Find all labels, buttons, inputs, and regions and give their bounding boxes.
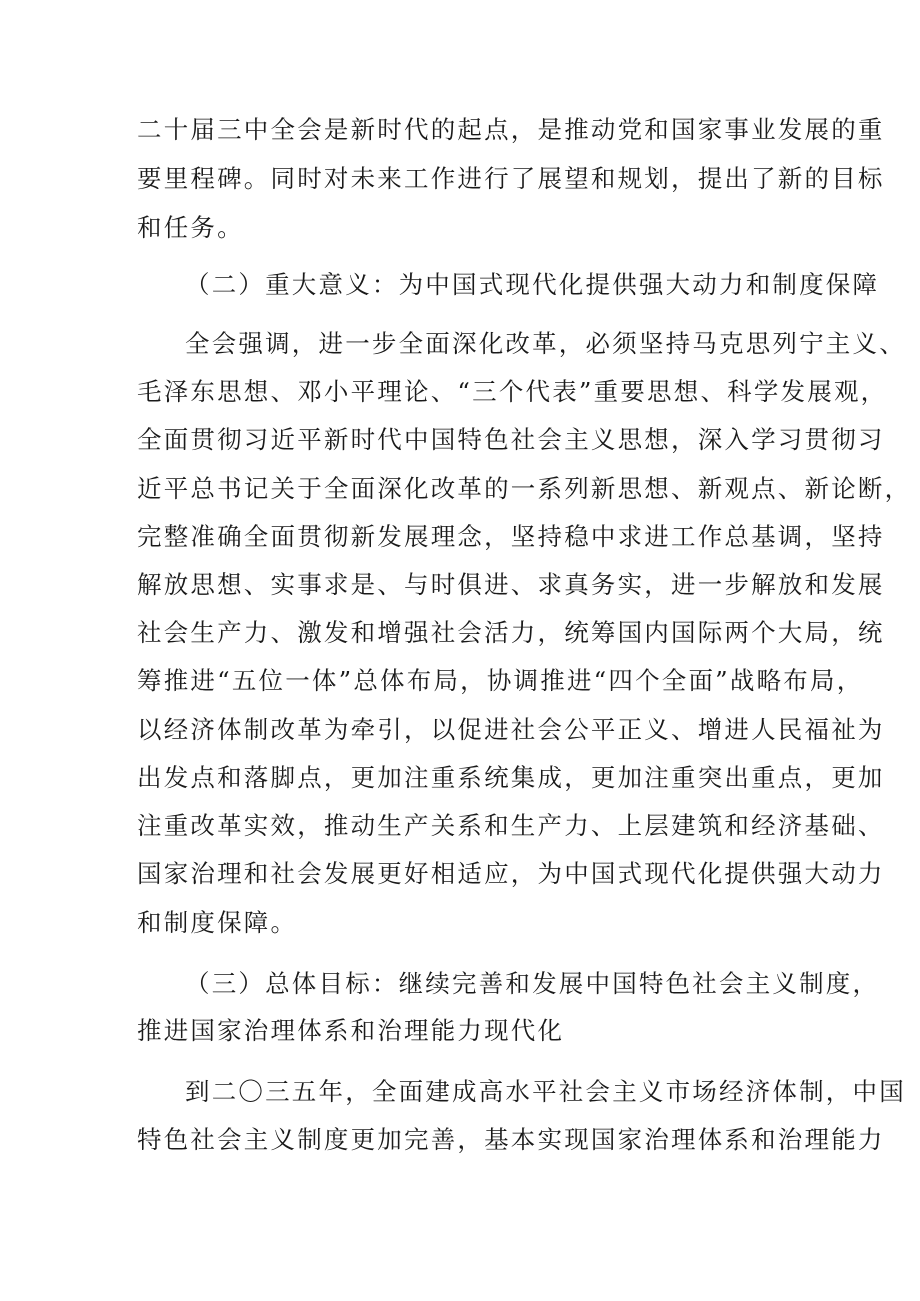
text-line: 全会强调，进一步全面深化改革，必须坚持马克思列宁主义、: [185, 329, 906, 358]
text-line: 筹推进“五位一体”总体布局，协调推进“四个全面”战略布局，: [137, 666, 864, 695]
text-line: 近平总书记关于全面深化改革的一系列新思想、新观点、新论断，: [137, 474, 912, 503]
text-line: 特色社会主义制度更加完善，基本实现国家治理体系和治理能力: [137, 1125, 885, 1154]
text-line: 毛泽东思想、邓小平理论、“三个代表”重要思想、科学发展观，: [137, 377, 888, 406]
text-line: 出发点和落脚点，更加注重系统集成，更加注重突出重点，更加: [137, 763, 885, 792]
section-heading-2: （二）重大意义：为中国式现代化提供强大动力和制度保障: [185, 270, 880, 299]
text-line: 到二〇三五年，全面建成高水平社会主义市场经济体制，中国: [185, 1077, 906, 1106]
text-line: 解放思想、实事求是、与时俱进、求真务实，进一步解放和发展: [137, 570, 885, 599]
text-line: 以经济体制改革为牵引，以促进社会公平正义、增进人民福祉为: [137, 715, 885, 744]
text-line: 社会生产力、激发和增强社会活力，统筹国内国际两个大局，统: [137, 618, 885, 647]
text-line: 和制度保障。: [137, 908, 298, 937]
text-line: 全面贯彻习近平新时代中国特色社会主义思想，深入学习贯彻习: [137, 425, 885, 454]
text-line: 和任务。: [137, 213, 244, 242]
text-line: 要里程碑。同时对未来工作进行了展望和规划，提出了新的目标: [137, 164, 885, 193]
text-line: 二十届三中全会是新时代的起点，是推动党和国家事业发展的重: [137, 115, 885, 144]
text-line: 国家治理和社会发展更好相适应，为中国式现代化提供强大动力: [137, 859, 885, 888]
heading-line: 推进国家治理体系和治理能力现代化: [137, 1016, 565, 1045]
text-line: 注重改革实效，推动生产关系和生产力、上层建筑和经济基础、: [137, 811, 885, 840]
heading-line: （三）总体目标：继续完善和发展中国特色社会主义制度，: [185, 969, 880, 998]
text-line: 完整准确全面贯彻新发展理念，坚持稳中求进工作总基调，坚持: [137, 522, 885, 551]
